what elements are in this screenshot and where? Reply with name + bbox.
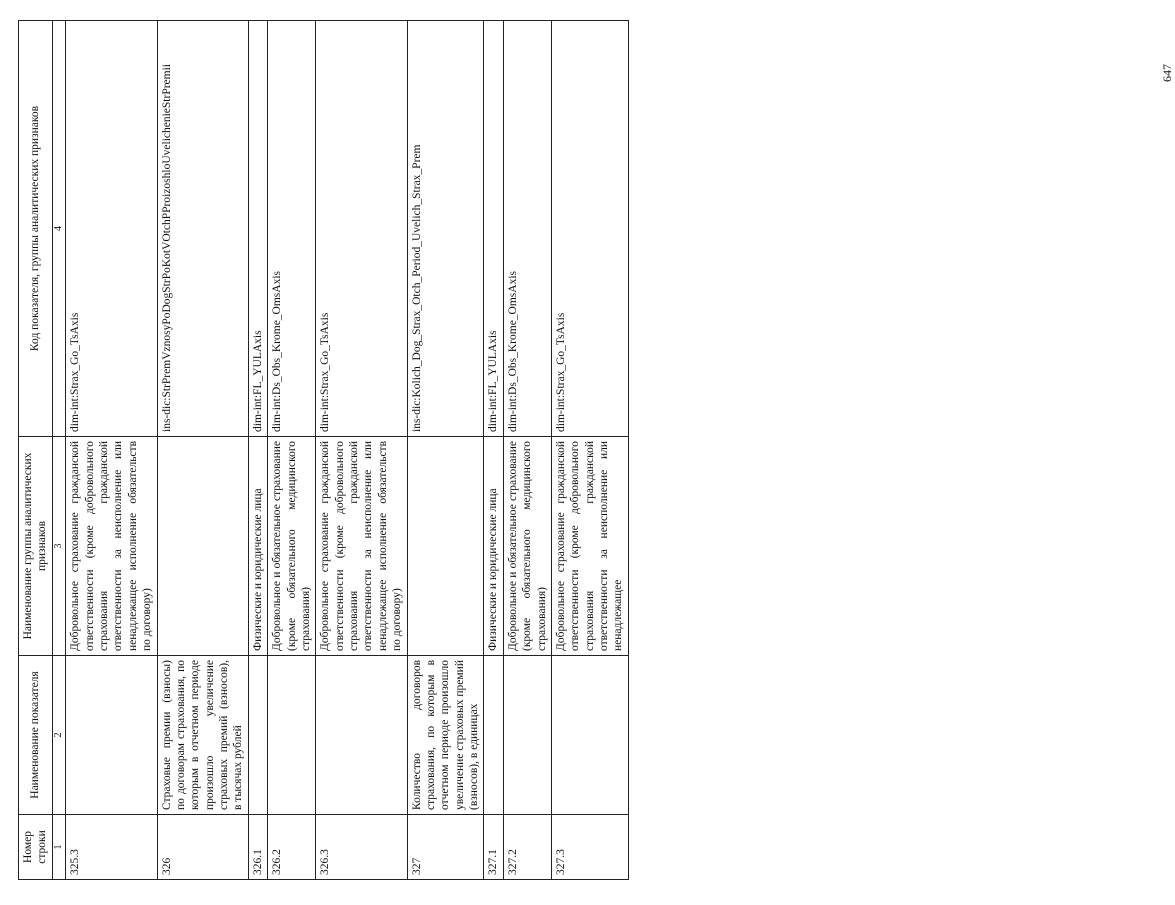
row-number-cell: 326 — [157, 815, 248, 880]
row-number-cell: 327 — [407, 815, 484, 880]
group-name-cell: Добровольное страхование гражданской ответственности (кроме добровольного страхования гражданской ответственности за неисполнение или ненадлежащее исполнение обязательств по договору) — [66, 437, 157, 656]
indicator-name-cell: Количество договоров страхования, по которым в отчетном периоде произошло увеличение страховых премий (взносов), в единицах — [407, 656, 484, 815]
row-number-cell: 325.3 — [66, 815, 157, 880]
header-row — [19, 21, 53, 880]
indicator-name-cell — [66, 656, 157, 815]
indicator-name-cell — [503, 656, 551, 815]
indicator-name-cell — [484, 656, 503, 815]
group-name-cell: Добровольное страхование гражданской ответственности (кроме добровольного страхования гражданской ответственности за неисполнение или ненадлежащее — [551, 437, 628, 656]
indicator-table — [18, 20, 629, 880]
code-cell: ins-dic:Kolich_Dog_Strax_Otch_Period_Uvelich_Strax_Prem — [407, 21, 484, 437]
group-name-cell: Добровольное и обязательное страхование (кроме обязательного медицинского страхования) — [268, 437, 316, 656]
row-number-cell: 326.2 — [268, 815, 316, 880]
group-name-cell — [157, 437, 248, 656]
row-number-cell: 327.2 — [503, 815, 551, 880]
code-cell: dim-int:FL_YULAxis — [484, 21, 503, 437]
indicator-name-cell — [268, 656, 316, 815]
col-number-1: 1 — [52, 815, 66, 880]
code-cell: dim-int:Ds_Obs_Krome_OmsAxis — [268, 21, 316, 437]
column-number-row — [52, 21, 66, 880]
table-row — [66, 21, 157, 880]
code-cell: dim-int:FL_YULAxis — [248, 21, 267, 437]
indicator-name-cell — [316, 656, 407, 815]
indicator-name-cell — [551, 656, 628, 815]
table-row — [268, 21, 316, 880]
code-cell: dim-int:Strax_Go_TsAxis — [66, 21, 157, 437]
table-row — [157, 21, 248, 880]
header-indicator-name: Наименование показателя — [19, 656, 53, 815]
page-number: 647 — [1160, 64, 1174, 82]
table-row — [484, 21, 503, 880]
indicator-name-cell: Страховые премии (взносы) по договорам страхования, по которым в отчетном периоде произошло увеличение страховых премий (взносов), в тысячах рублей — [157, 656, 248, 815]
indicator-name-cell — [248, 656, 267, 815]
group-name-cell: Физические и юридические лица — [248, 437, 267, 656]
row-number-cell: 327.1 — [484, 815, 503, 880]
col-number-4: 4 — [52, 21, 66, 437]
code-cell: dim-int:Strax_Go_TsAxis — [316, 21, 407, 437]
table-row — [503, 21, 551, 880]
table-body — [66, 21, 629, 880]
col-number-2: 2 — [52, 656, 66, 815]
header-group-name: Наименование группы аналитических признаков — [19, 437, 53, 656]
code-cell: ins-dic:StrPremVznosyPoDogStrPoKotVOtchPProizoshloUvelichenieStrPremii — [157, 21, 248, 437]
code-cell: dim-int:Ds_Obs_Krome_OmsAxis — [503, 21, 551, 437]
col-number-3: 3 — [52, 437, 66, 656]
rotated-page — [18, 20, 625, 880]
header-code: Код показателя, группы аналитических признаков — [19, 21, 53, 437]
table-row — [316, 21, 407, 880]
group-name-cell: Физические и юридические лица — [484, 437, 503, 656]
row-number-cell: 327.3 — [551, 815, 628, 880]
group-name-cell: Добровольное страхование гражданской ответственности (кроме добровольного страхования гражданской ответственности за неисполнение или ненадлежащее исполнение обязательств по договору) — [316, 437, 407, 656]
group-name-cell — [407, 437, 484, 656]
header-row-number: Номер строки — [19, 815, 53, 880]
table-row — [407, 21, 484, 880]
code-cell: dim-int:Strax_Go_TsAxis — [551, 21, 628, 437]
group-name-cell: Добровольное и обязательное страхование (кроме обязательного медицинского страхования) — [503, 437, 551, 656]
row-number-cell: 326.1 — [248, 815, 267, 880]
table-row — [551, 21, 628, 880]
row-number-cell: 326.3 — [316, 815, 407, 880]
table-row — [248, 21, 267, 880]
